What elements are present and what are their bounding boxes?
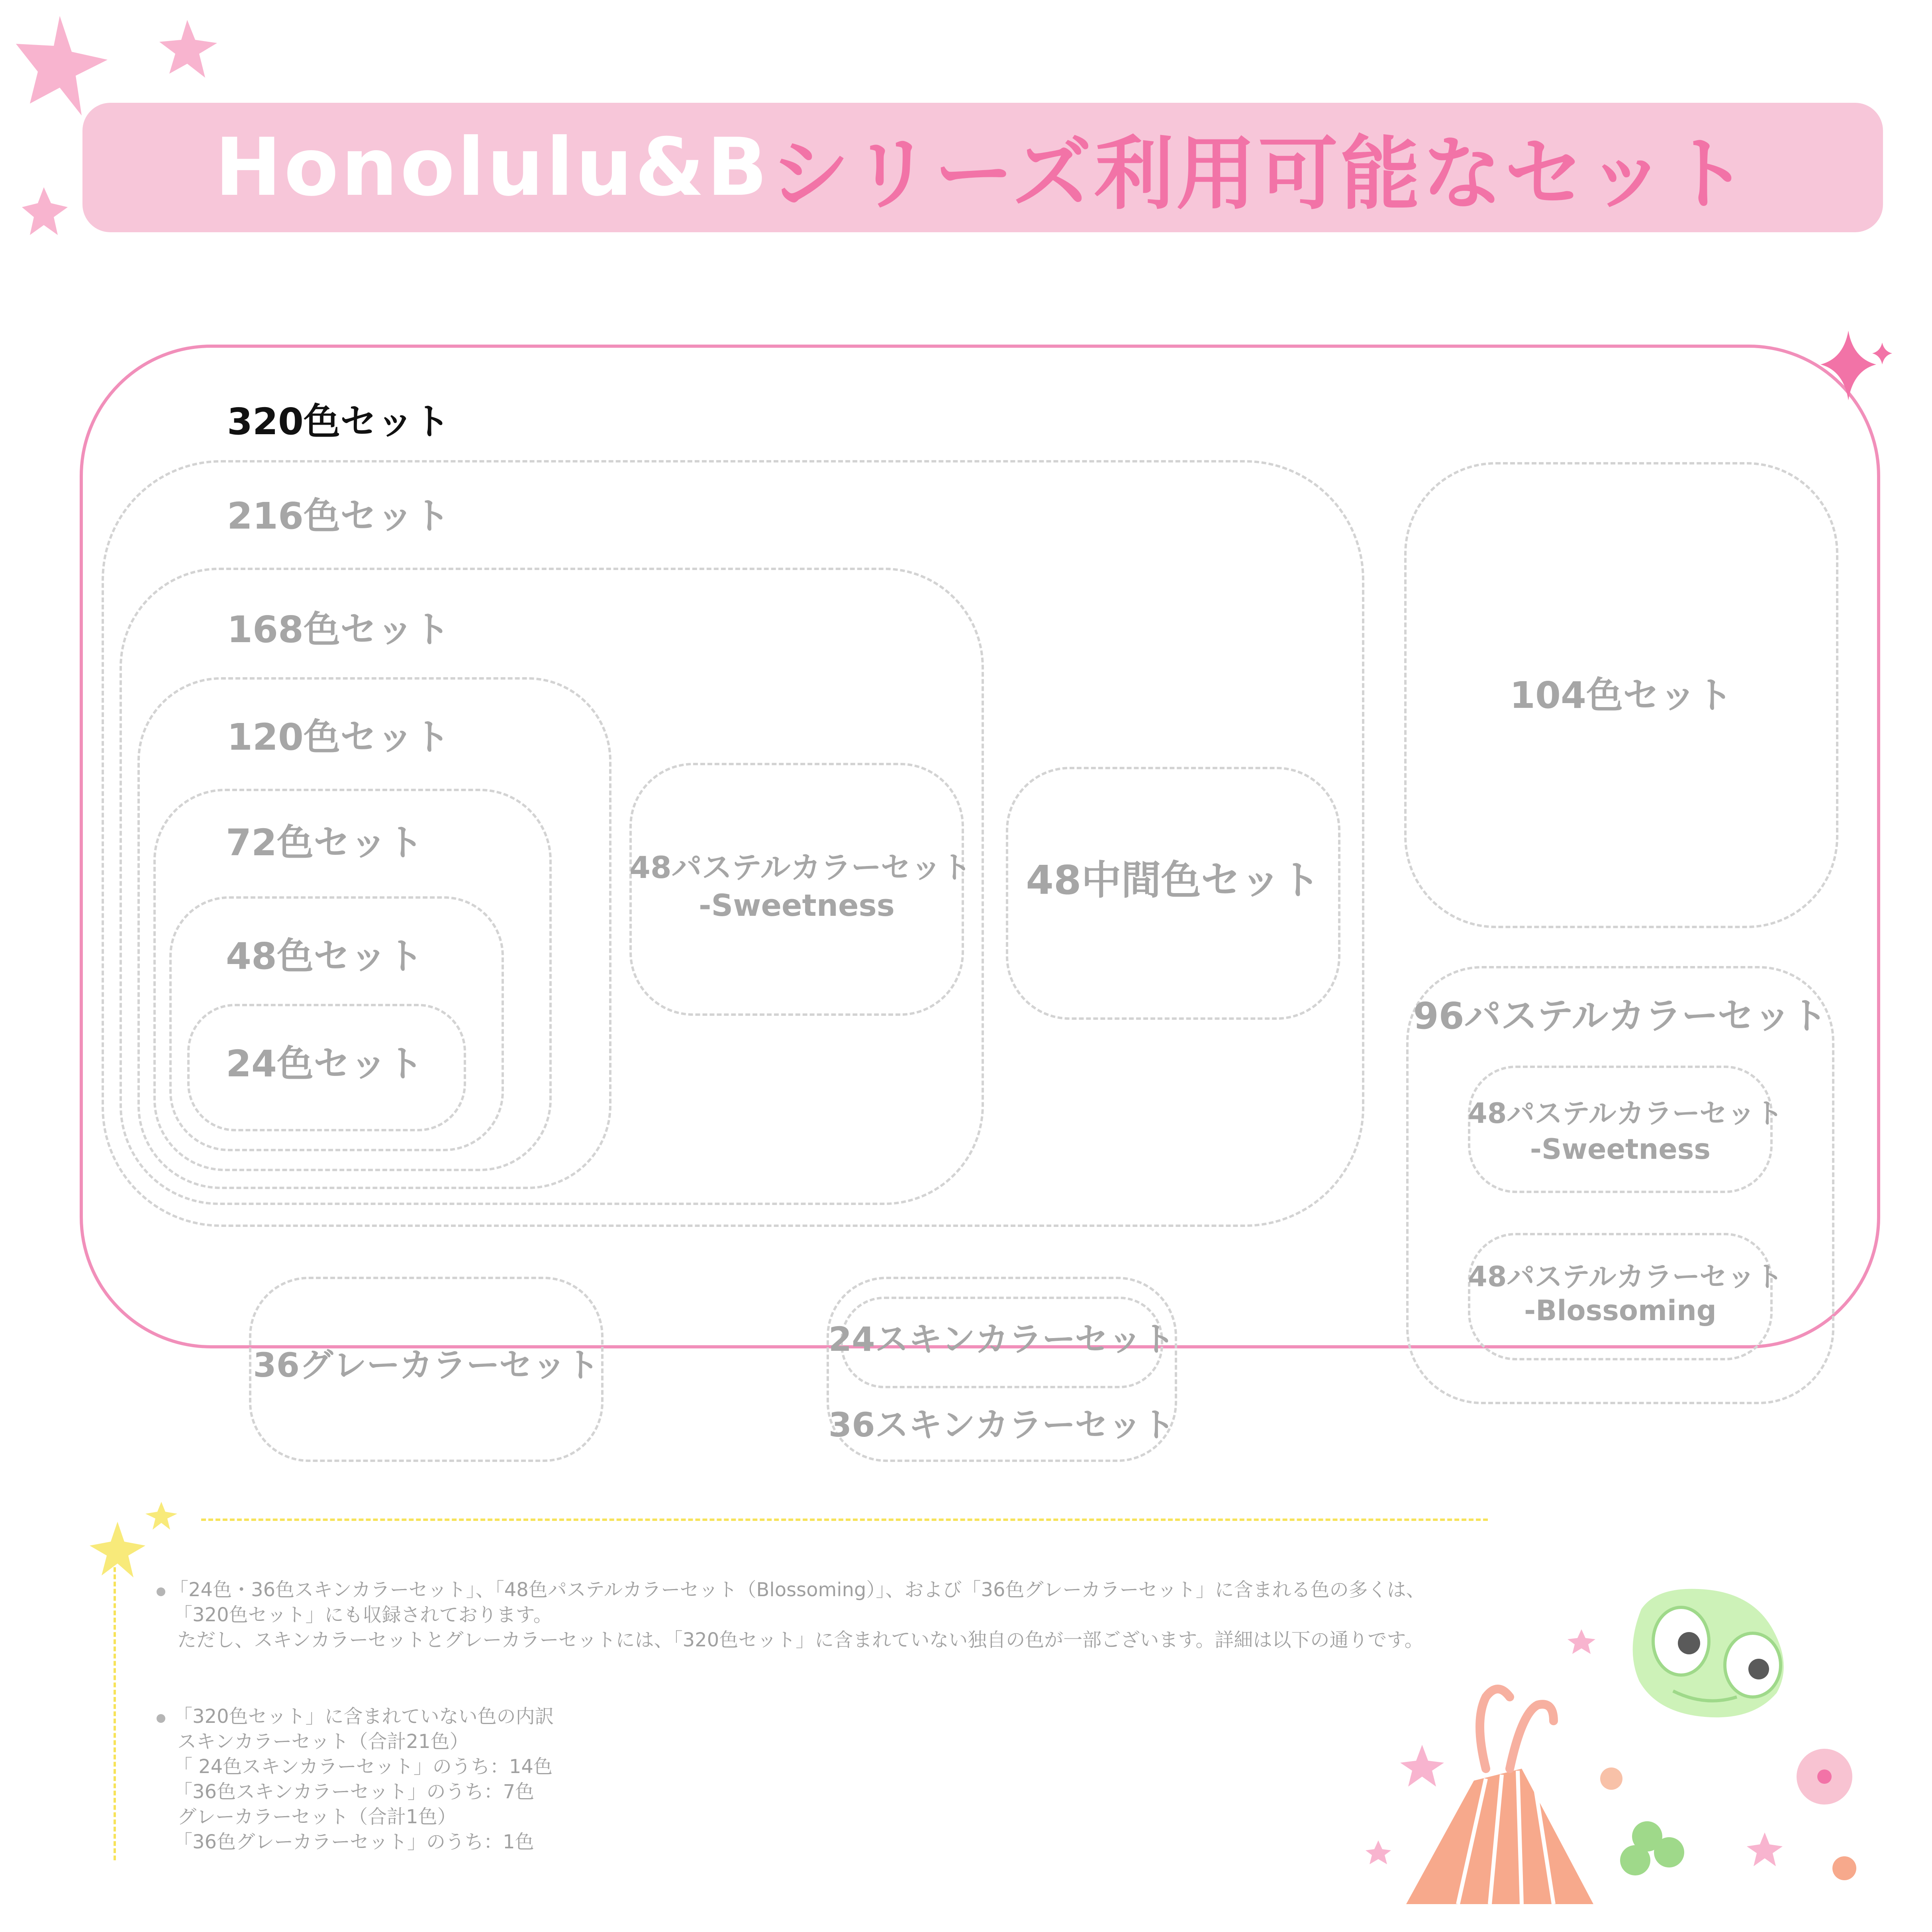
pastel96-label: 96パステルカラーセット bbox=[1413, 995, 1828, 1037]
gray36-label: 36グレーカラーセット bbox=[253, 1346, 600, 1385]
pastel-sweetness-label-1: 48パステルカラーセット bbox=[629, 850, 972, 885]
set-104-label: 104色セット bbox=[1509, 674, 1733, 717]
volcano-icon bbox=[1406, 1689, 1593, 1904]
note-1-line-3: ただし、スキンカラーセットとグレーカラーセットには、「320色セット」に含まれていない独自の色が一部ございます。詳細は以下の通りです。 bbox=[177, 1629, 1424, 1651]
skin36-label: 36スキンカラーセット bbox=[828, 1405, 1176, 1444]
set-24-label: 24色セット bbox=[225, 1042, 424, 1085]
note-2-line-4: 「36色スキンカラーセット」のうち：7色 bbox=[173, 1781, 535, 1803]
note-2-line-3: 「 24色スキンカラーセット」のうち：14色 bbox=[173, 1756, 553, 1778]
title-part-1: Honolulu&B bbox=[215, 121, 770, 214]
star-icon bbox=[1400, 1745, 1444, 1787]
page-title bbox=[82, 103, 1883, 232]
note-2-line-2: スキンカラーセット（合計21色） bbox=[177, 1730, 469, 1753]
hibiscus-icon bbox=[1797, 1749, 1852, 1805]
skin24-label: 24スキンカラーセット bbox=[828, 1320, 1176, 1359]
note-bullet-1 bbox=[157, 1587, 165, 1596]
yellow-divider bbox=[201, 1519, 1488, 1521]
sparkle-icon bbox=[1816, 327, 1896, 406]
set-216-label: 216色セット bbox=[227, 495, 451, 537]
note-bullet-2 bbox=[157, 1714, 165, 1723]
shell-icon bbox=[1600, 1767, 1622, 1790]
title-part-2: シリーズ利用可能なセット bbox=[770, 128, 1751, 221]
star-icon bbox=[1366, 1840, 1391, 1864]
hibiscus-icon bbox=[1832, 1856, 1856, 1880]
star-icon bbox=[22, 187, 68, 235]
star-icon bbox=[90, 1522, 145, 1577]
star-icon bbox=[145, 1502, 177, 1530]
star-icon bbox=[16, 16, 108, 116]
tropical-illustration bbox=[1354, 1562, 1896, 1920]
set-72-label: 72色セット bbox=[225, 821, 424, 864]
set-48-label: 48色セット bbox=[225, 935, 424, 978]
set-320-label: 320色セット bbox=[227, 400, 451, 443]
star-icon bbox=[159, 20, 217, 78]
pastel96-blossoming-label-1: 48パステルカラーセット bbox=[1468, 1260, 1783, 1293]
star-icon bbox=[1747, 1832, 1783, 1866]
set-168-label: 168色セット bbox=[227, 608, 451, 651]
star-icon bbox=[1568, 1629, 1595, 1654]
note-2-line-6: 「36色グレーカラーセット」のうち：1色 bbox=[173, 1831, 534, 1853]
pastel96-sweetness-label-1: 48パステルカラーセット bbox=[1468, 1097, 1783, 1130]
pastel96-sweetness-label-2: -Sweetness bbox=[1530, 1133, 1711, 1166]
pastel96-blossoming-label-2: -Blossoming bbox=[1524, 1294, 1716, 1327]
mid48-label: 48中間色セット bbox=[1026, 857, 1321, 903]
note-2-line-1: 「320色セット」に含まれていない色の内訳 bbox=[173, 1705, 554, 1728]
note-2-line-5: グレーカラーセット（合計1色） bbox=[177, 1806, 457, 1828]
chameleon-icon bbox=[1633, 1589, 1784, 1718]
note-1-line-1: 「24色・36色スキンカラーセット」、「48色パステルカラーセット（Blossoming）」、および「36色グレーカラーセット」に含まれる色の多くは、 bbox=[169, 1579, 1425, 1601]
note-1-line-2: 「320色セット」にも収録されております。 bbox=[173, 1604, 553, 1626]
set-120-label: 120色セット bbox=[227, 716, 451, 758]
clover-icon bbox=[1620, 1821, 1684, 1875]
pastel-sweetness-label-2: -Sweetness bbox=[698, 888, 895, 923]
